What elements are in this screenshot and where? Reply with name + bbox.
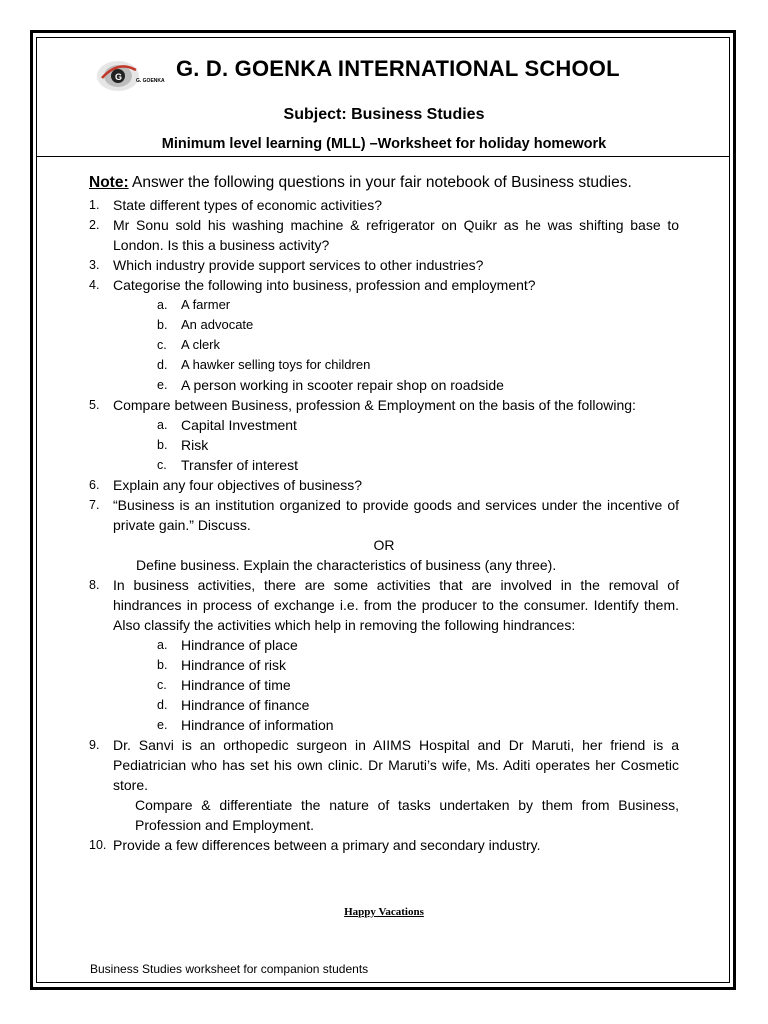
- question-item: [89, 395, 679, 415]
- sub-item-text: A clerk: [181, 337, 221, 352]
- question-text: Dr. Sanvi is an orthopedic surgeon in AIIMS Hospital and Dr Maruti, her friend is a Pediatrician who has set his own clinic. Dr Maruti’s wife, Ms. Aditi operates her Cosmetic store.: [113, 737, 679, 793]
- question-number: 5.: [89, 398, 100, 412]
- worksheet-content: [89, 173, 679, 855]
- question-text: Mr Sonu sold his washing machine & refrigerator on Quikr as he was shifting base to London. Is this a business activity?: [113, 217, 679, 253]
- sub-item: [89, 655, 679, 675]
- sub-item-text: Risk: [181, 437, 209, 453]
- sub-item-letter: b.: [157, 658, 168, 672]
- subject-title: Subject: Business Studies: [283, 106, 485, 123]
- alternate-question: Define business. Explain the characteristics of business (any three).: [136, 557, 557, 573]
- sub-item-text: A person working in scooter repair shop on roadside: [181, 377, 504, 393]
- sub-item-text: Hindrance of information: [181, 717, 334, 733]
- sub-item: [89, 415, 679, 435]
- question-number: 9.: [89, 738, 100, 752]
- question-item: [89, 475, 679, 495]
- sub-item: [89, 715, 679, 735]
- question-followup: Compare & differentiate the nature of tasks undertaken by them from Business, Profession and Employment.: [135, 797, 679, 833]
- question-number: 3.: [89, 258, 100, 272]
- note-text: Answer the following questions in your fair notebook of Business studies.: [128, 174, 632, 191]
- question-text: Provide a few differences between a primary and secondary industry.: [113, 837, 541, 853]
- question-number: 7.: [89, 498, 100, 512]
- worksheet-subtitle: Minimum level learning (MLL) –Worksheet for holiday homework: [161, 136, 607, 152]
- sub-item: [89, 315, 679, 335]
- sub-item: [89, 675, 679, 695]
- question-item: [89, 835, 679, 855]
- sub-item: [89, 335, 679, 355]
- sub-item-letter: e.: [157, 718, 168, 732]
- sub-item-letter: e.: [157, 378, 168, 392]
- sub-item-letter: d.: [157, 358, 168, 372]
- svg-text:G: G: [115, 72, 123, 82]
- sub-item-letter: d.: [157, 698, 168, 712]
- closing-message: Happy Vacations: [344, 906, 424, 918]
- sub-item-text: A hawker selling toys for children: [181, 357, 371, 372]
- sub-item-letter: b.: [157, 438, 168, 452]
- sub-item-letter: c.: [157, 458, 167, 472]
- question-text: State different types of economic activities?: [113, 197, 382, 213]
- question-number: 1.: [89, 198, 100, 212]
- sub-item-letter: c.: [157, 678, 167, 692]
- question-item: [89, 575, 679, 635]
- school-name: G. D. GOENKA INTERNATIONAL SCHOOL: [176, 56, 620, 81]
- sub-item-letter: b.: [157, 318, 168, 332]
- question-number: 6.: [89, 478, 100, 492]
- page-footer: Business Studies worksheet for companion students: [90, 962, 369, 976]
- sub-item-text: Capital Investment: [181, 417, 297, 433]
- question-item: [89, 215, 679, 255]
- svg-text:G. GOENKA: G. GOENKA: [136, 78, 165, 84]
- sub-item-text: Transfer of interest: [181, 457, 298, 473]
- sub-item-text: Hindrance of time: [181, 677, 291, 693]
- sub-item: [89, 355, 679, 375]
- or-separator: OR: [373, 537, 395, 553]
- sub-item: [89, 455, 679, 475]
- question-text: Categorise the following into business, profession and employment?: [113, 277, 536, 293]
- question-number: 2.: [89, 218, 100, 232]
- sub-item-text: A farmer: [181, 297, 231, 312]
- question-number: 8.: [89, 578, 100, 592]
- sub-item: [89, 435, 679, 455]
- question-text: Which industry provide support services to other industries?: [113, 257, 484, 273]
- question-item: [89, 275, 679, 295]
- question-number: 4.: [89, 278, 100, 292]
- question-item: [89, 495, 679, 535]
- sub-item: [89, 635, 679, 655]
- question-text: “Business is an institution organized to provide goods and services under the incentive of private gain.” Discuss.: [113, 497, 679, 533]
- question-item: [89, 255, 679, 275]
- question-number: 10.: [89, 838, 107, 852]
- sub-item-text: Hindrance of risk: [181, 657, 287, 673]
- question-item: [89, 735, 679, 795]
- sub-item-letter: a.: [157, 298, 168, 312]
- header-divider: [36, 156, 730, 157]
- note: [89, 173, 679, 193]
- sub-item-text: Hindrance of place: [181, 637, 298, 653]
- sub-item-letter: a.: [157, 638, 168, 652]
- question-item: [89, 195, 679, 215]
- sub-item: [89, 375, 679, 395]
- sub-item-text: Hindrance of finance: [181, 697, 310, 713]
- note-label: Note:: [89, 174, 129, 191]
- question-text: In business activities, there are some activities that are involved in the removal of hindrances in process of exchange i.e. from the producer to the consumer. Identify them. Also classify the activities which help in removing the following hindrances:: [113, 577, 679, 633]
- sub-item-text: An advocate: [181, 317, 254, 332]
- question-text: Explain any four objectives of business?: [113, 477, 363, 493]
- sub-item-letter: c.: [157, 338, 167, 352]
- sub-item: [89, 295, 679, 315]
- question-text: Compare between Business, profession & Employment on the basis of the following:: [113, 397, 636, 413]
- sub-item-letter: a.: [157, 418, 168, 432]
- sub-item: [89, 695, 679, 715]
- school-logo: [96, 56, 168, 94]
